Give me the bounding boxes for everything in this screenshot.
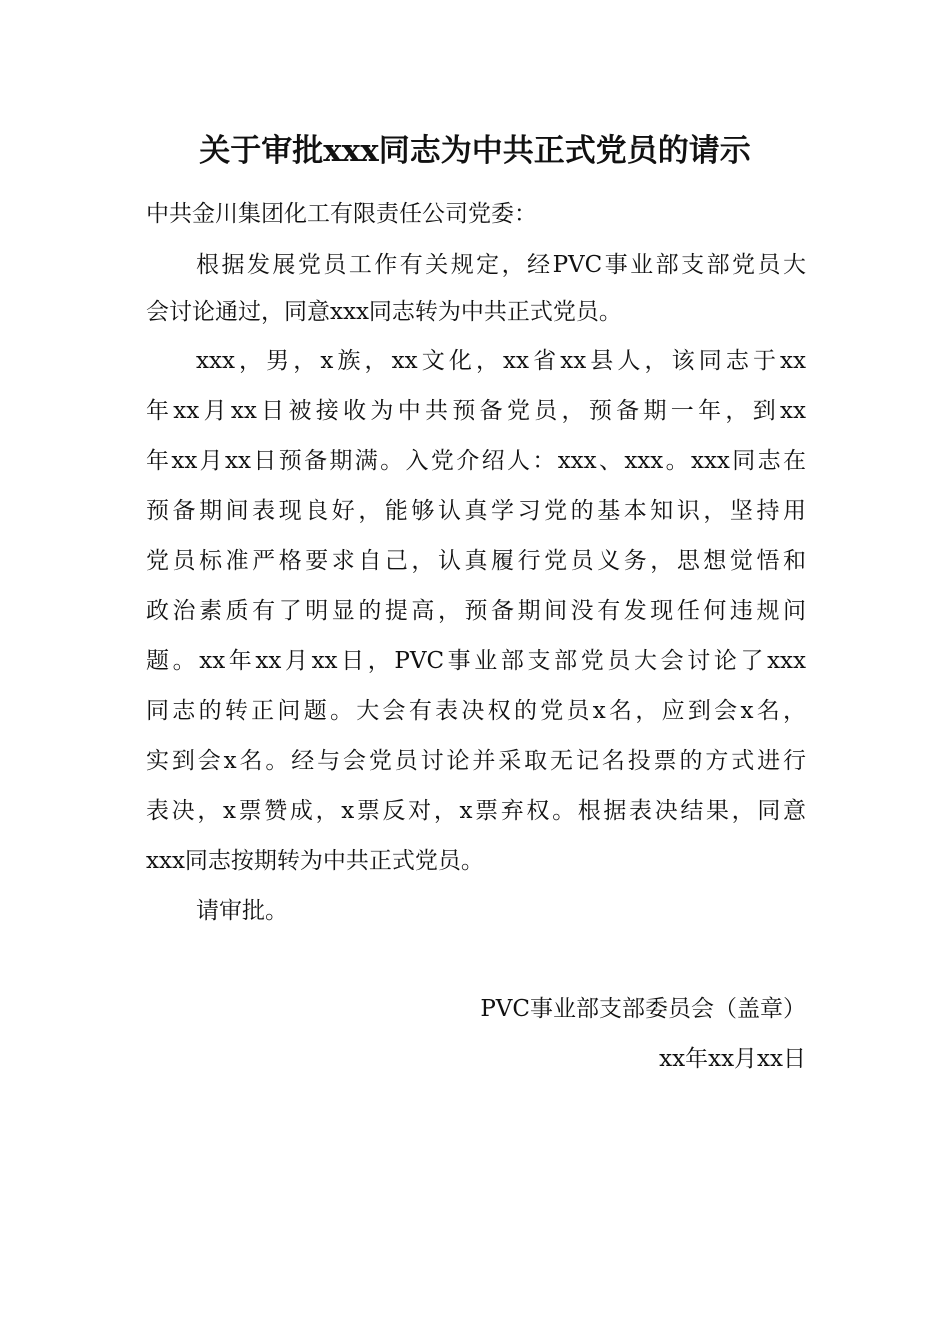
document-title: 关于审批xxx同志为中共正式党员的请示 xyxy=(199,133,751,169)
paragraph-line: xxx同志按期转为中共正式党员。 xyxy=(146,848,484,874)
paragraph-line: 题。xx年xx月xx日，PVC事业部支部党员大会讨论了xxx xyxy=(146,648,806,674)
paragraph-line: 实到会x名。经与会党员讨论并采取无记名投票的方式进行 xyxy=(146,748,806,774)
paragraph-line: 预备期间表现良好，能够认真学习党的基本知识，坚持用 xyxy=(146,498,806,524)
paragraph-line: 表决，x票赞成，x票反对，x票弃权。根据表决结果，同意 xyxy=(146,798,806,824)
paragraph-line: 年xx月xx日预备期满。入党介绍人：xxx、xxx。xxx同志在 xyxy=(146,448,806,474)
addressee: 中共金川集团化工有限责任公司党委： xyxy=(146,201,537,227)
paragraph-line: 年xx月xx日被接收为中共预备党员，预备期一年，到xx xyxy=(146,398,806,424)
paragraph-line: xxx，男，x族，xx文化，xx省xx县人，该同志于xx xyxy=(196,348,806,374)
paragraph-line: 同志的转正问题。大会有表决权的党员x名，应到会x名， xyxy=(146,698,806,724)
paragraph-line: 根据发展党员工作有关规定，经PVC事业部支部党员大 xyxy=(196,252,806,278)
paragraph-line: 会讨论通过，同意xxx同志转为中共正式党员。 xyxy=(146,299,622,325)
closing-request: 请审批。 xyxy=(196,898,288,924)
paragraph-line: 政治素质有了明显的提高，预备期间没有发现任何违规问 xyxy=(146,598,806,624)
signature-block: PVC事业部支部委员会（盖章） xyxy=(480,996,806,1022)
signature-date: xx年xx月xx日 xyxy=(659,1046,806,1072)
paragraph-line: 党员标准严格要求自己，认真履行党员义务，思想觉悟和 xyxy=(146,548,806,574)
